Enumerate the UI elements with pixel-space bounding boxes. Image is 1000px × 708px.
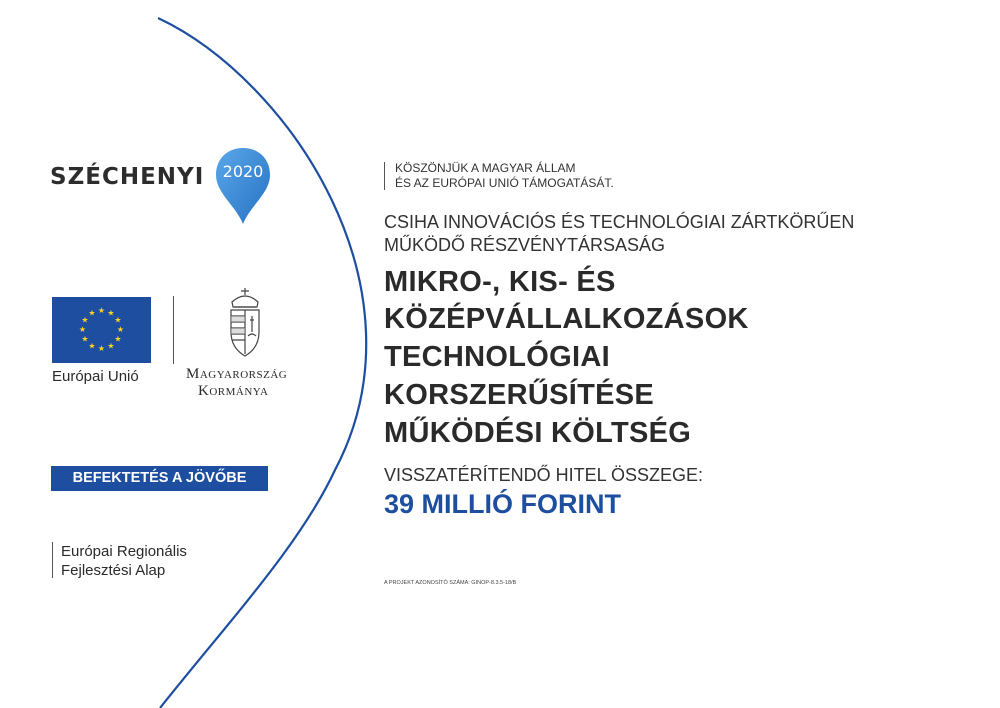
svg-text:★: ★: [97, 344, 106, 353]
fund-divider: [52, 542, 53, 578]
eu-flag-icon: [52, 297, 151, 363]
loan-amount-label: VISSZATÉRÍTENDŐ HITEL ÖSSZEGE:: [384, 465, 704, 485]
project-title-line: MIKRO-, KIS- ÉS: [384, 266, 616, 298]
szechenyi-logo-text: SZÉCHENYI: [50, 164, 205, 190]
eu-label: Európai Unió: [52, 368, 139, 385]
svg-text:★: ★: [97, 306, 106, 315]
fund-label-line1: Európai Regionális: [61, 543, 187, 560]
logo-divider: [173, 296, 174, 364]
svg-text:★: ★: [81, 315, 89, 325]
loan-amount-value: 39 MILLIÓ FORINT: [384, 489, 622, 519]
svg-text:★: ★: [114, 334, 122, 344]
svg-text:★: ★: [78, 325, 87, 334]
project-title-line: MŰKÖDÉSI KÖLTSÉG: [384, 417, 692, 449]
company-name-line2: MŰKÖDŐ RÉSZVÉNYTÁRSASÁG: [384, 235, 666, 255]
coat-of-arms-icon: [224, 286, 266, 360]
company-name-line1: CSIHA INNOVÁCIÓS ÉS TECHNOLÓGIAI ZÁRTKÖRŰEN: [384, 212, 855, 232]
thanks-line1: KÖSZÖNJÜK A MAGYAR ÁLLAM: [395, 161, 576, 175]
map-pin-icon: [214, 146, 272, 226]
svg-text:★: ★: [88, 308, 96, 318]
project-title-line: TECHNOLÓGIAI: [384, 341, 610, 373]
government-label-line2: Kormánya: [198, 383, 269, 399]
svg-text:★: ★: [107, 341, 115, 351]
thanks-line2: ÉS AZ EURÓPAI UNIÓ TÁMOGATÁSÁT.: [395, 176, 614, 190]
svg-text:★: ★: [88, 341, 96, 351]
invest-future-banner: BEFEKTETÉS A JÖVŐBE: [51, 466, 268, 491]
government-label-line1: Magyarország: [186, 366, 288, 382]
svg-text:★: ★: [81, 334, 89, 344]
fund-label-line2: Fejlesztési Alap: [61, 562, 166, 579]
thanks-divider: [384, 162, 385, 190]
project-title-line: KÖZÉPVÁLLALKOZÁSOK: [384, 303, 749, 335]
svg-text:★: ★: [114, 315, 122, 325]
svg-text:★: ★: [116, 325, 125, 334]
project-title-line: KORSZERŰSÍTÉSE: [384, 379, 655, 411]
svg-text:★: ★: [107, 308, 115, 318]
project-id: A PROJEKT AZONOSÍTÓ SZÁMA: GINOP-8.3.5-18/B: [384, 580, 517, 586]
logo-year: 2020: [222, 162, 264, 181]
